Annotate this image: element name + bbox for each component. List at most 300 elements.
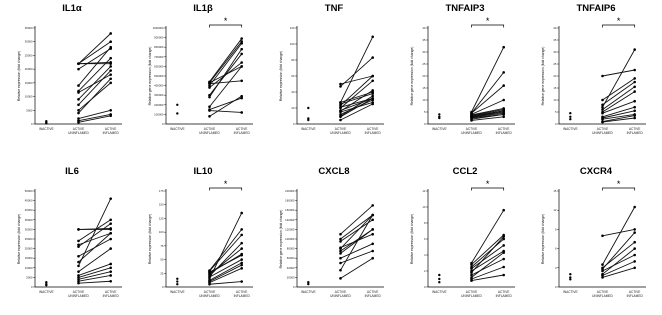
category-label: ACTIVE UNINFLAMED xyxy=(330,127,351,135)
y-tick-label: 20 xyxy=(553,74,557,78)
data-point xyxy=(601,104,604,107)
y-tick-label: 0 xyxy=(423,122,426,126)
category-label: ACTIVE INFLAMED xyxy=(626,127,643,135)
data-point xyxy=(109,65,112,68)
y-tick-label: 40000 xyxy=(286,265,295,270)
paired-line xyxy=(603,207,635,265)
y-tick-label: 50000 xyxy=(24,189,33,193)
y-tick-label: 15000 xyxy=(24,80,33,85)
y-axis-label: Relative expression (fold change) xyxy=(279,50,283,102)
y-tick-label: 120000 xyxy=(285,227,295,232)
significance-star: * xyxy=(616,179,621,190)
data-point xyxy=(371,92,374,95)
data-point xyxy=(77,121,80,124)
y-tick-label: 200000 xyxy=(285,189,295,193)
y-tick-label: 300000 xyxy=(154,93,164,98)
paired-line xyxy=(603,101,635,113)
y-tick-label: 100 xyxy=(158,230,164,235)
data-point xyxy=(109,270,112,273)
data-point xyxy=(438,113,440,115)
data-point xyxy=(339,233,342,236)
category-label: INACTIVE xyxy=(431,127,447,131)
data-point xyxy=(77,104,80,107)
data-point xyxy=(339,252,342,255)
data-point xyxy=(601,263,604,266)
chart-svg xyxy=(10,0,134,150)
data-point xyxy=(240,80,243,83)
data-point xyxy=(240,267,243,270)
data-point xyxy=(77,261,80,264)
y-tick-label: 2 xyxy=(423,269,426,273)
paired-line xyxy=(472,239,504,267)
y-tick-label: 175 xyxy=(158,189,164,193)
data-point xyxy=(339,107,342,110)
data-point xyxy=(109,109,112,112)
data-point xyxy=(502,99,505,102)
data-point xyxy=(45,284,47,286)
data-point xyxy=(307,119,309,121)
data-point xyxy=(176,104,178,106)
data-point xyxy=(633,100,636,103)
paired-line xyxy=(341,215,373,239)
category-label: ACTIVE INFLAMED xyxy=(233,127,250,135)
data-point xyxy=(371,214,374,217)
significance-star: * xyxy=(485,179,490,190)
data-point xyxy=(339,269,342,272)
data-point xyxy=(77,98,80,101)
data-point xyxy=(633,81,636,84)
data-point xyxy=(77,282,80,285)
data-point xyxy=(109,62,112,65)
category-label: ACTIVE INFLAMED xyxy=(364,127,381,135)
significance-star: * xyxy=(223,179,228,190)
paired-line xyxy=(603,249,635,275)
category-label: ACTIVE UNINFLAMED xyxy=(330,290,351,298)
data-point xyxy=(601,121,604,124)
chart-svg xyxy=(403,163,527,313)
data-point xyxy=(208,86,211,89)
data-point xyxy=(438,117,440,119)
data-point xyxy=(240,111,243,114)
data-point xyxy=(633,106,636,109)
data-point xyxy=(601,106,604,109)
y-tick-label: 30000 xyxy=(24,39,33,44)
data-point xyxy=(176,278,178,280)
chart-svg xyxy=(272,0,396,150)
paired-line xyxy=(79,83,111,110)
panel-title: IL10 xyxy=(193,166,213,177)
data-point xyxy=(633,267,636,270)
y-tick-label: 125 xyxy=(158,216,164,221)
data-point xyxy=(109,114,112,117)
data-point xyxy=(633,48,636,51)
category-label: ACTIVE UNINFLAMED xyxy=(461,127,482,135)
category-label: ACTIVE INFLAMED xyxy=(102,290,119,298)
category-label: INACTIVE xyxy=(562,127,578,131)
data-point xyxy=(109,228,112,231)
data-point xyxy=(569,112,571,114)
chart-panel xyxy=(534,163,658,313)
y-tick-label: 800000 xyxy=(154,45,164,50)
chart-panel xyxy=(141,0,265,150)
data-point xyxy=(77,68,80,71)
y-tick-label: 30 xyxy=(553,50,557,54)
data-point xyxy=(601,270,604,273)
paired-line xyxy=(603,70,635,76)
y-tick-label: 30000 xyxy=(24,227,33,232)
y-tick-label: 400000 xyxy=(154,83,164,88)
paired-line xyxy=(79,281,111,283)
y-axis-label: Relative gene expression (fold change) xyxy=(541,46,545,106)
data-point xyxy=(470,119,473,122)
data-point xyxy=(633,247,636,250)
y-tick-label: 100000 xyxy=(154,112,164,117)
data-point xyxy=(470,267,473,270)
paired-line xyxy=(79,249,111,272)
data-point xyxy=(240,242,243,245)
panel-title: IL1α xyxy=(62,3,82,14)
data-point xyxy=(371,103,374,106)
category-label: ACTIVE UNINFLAMED xyxy=(461,290,482,298)
y-tick-label: 60 xyxy=(291,74,295,78)
y-tick-label: 5000 xyxy=(26,108,33,113)
data-point xyxy=(371,250,374,253)
data-point xyxy=(240,42,243,45)
y-tick-label: 45000 xyxy=(24,198,33,203)
data-point xyxy=(502,84,505,87)
paired-line xyxy=(210,111,242,113)
category-label: INACTIVE xyxy=(38,127,54,131)
category-label: ACTIVE UNINFLAMED xyxy=(199,127,220,135)
data-point xyxy=(77,245,80,248)
chart-svg xyxy=(272,163,396,313)
category-label: ACTIVE INFLAMED xyxy=(102,127,119,135)
paired-line xyxy=(210,41,242,82)
chart-svg xyxy=(10,163,134,313)
y-tick-label: 35000 xyxy=(24,217,33,222)
y-tick-label: 40000 xyxy=(24,208,33,213)
data-point xyxy=(109,57,112,60)
y-tick-label: 5 xyxy=(554,110,557,114)
data-point xyxy=(339,119,342,122)
data-point xyxy=(77,109,80,112)
paired-line xyxy=(79,116,111,123)
paired-line xyxy=(79,71,111,105)
data-point xyxy=(307,283,309,285)
data-point xyxy=(601,75,604,78)
data-point xyxy=(371,95,374,98)
y-tick-label: 20 xyxy=(291,106,295,110)
panel-title: IL1β xyxy=(193,3,213,14)
paired-line xyxy=(341,229,373,253)
y-tick-label: 80 xyxy=(291,58,295,62)
data-point xyxy=(77,112,80,115)
data-point xyxy=(502,238,505,241)
y-tick-label: 1000000 xyxy=(152,26,164,30)
y-tick-label: 8 xyxy=(423,221,426,225)
data-point xyxy=(307,107,309,109)
chart-panel xyxy=(10,163,134,313)
data-point xyxy=(339,83,342,86)
data-point xyxy=(601,112,604,115)
data-point xyxy=(470,263,473,266)
data-point xyxy=(371,233,374,236)
y-axis-label: Relative gene expression (fold change) xyxy=(148,46,152,106)
data-point xyxy=(77,62,80,65)
paired-line xyxy=(210,282,242,285)
data-point xyxy=(109,46,112,49)
data-point xyxy=(240,95,243,98)
data-point xyxy=(438,281,440,283)
y-tick-label: 0 xyxy=(292,122,295,126)
y-tick-label: 10000 xyxy=(24,94,33,99)
data-point xyxy=(208,105,211,108)
data-point xyxy=(339,257,342,260)
data-point xyxy=(371,97,374,100)
data-point xyxy=(109,232,112,235)
data-point xyxy=(176,283,178,285)
y-tick-label: 5 xyxy=(423,110,426,114)
y-tick-label: 20000 xyxy=(24,67,33,72)
chart-panel xyxy=(534,0,658,150)
y-tick-label: 6 xyxy=(423,237,426,241)
y-tick-label: 0 xyxy=(554,122,557,126)
data-point xyxy=(601,99,604,102)
y-tick-label: 600000 xyxy=(154,64,164,69)
y-tick-label: 40 xyxy=(422,26,426,30)
y-axis-label: Relative expression (fold change) xyxy=(17,50,21,102)
paired-line xyxy=(210,265,242,281)
data-point xyxy=(601,108,604,111)
category-label: INACTIVE xyxy=(300,127,316,131)
data-point xyxy=(569,278,571,280)
category-label: ACTIVE UNINFLAMED xyxy=(592,127,613,135)
data-point xyxy=(470,279,473,282)
data-point xyxy=(339,250,342,253)
significance-star: * xyxy=(485,16,490,27)
chart-svg xyxy=(403,0,527,150)
data-point xyxy=(208,109,211,112)
y-tick-label: 120 xyxy=(289,26,295,30)
chart-svg xyxy=(534,0,658,150)
data-point xyxy=(77,255,80,258)
data-point xyxy=(633,110,636,113)
data-point xyxy=(633,260,636,263)
data-point xyxy=(633,117,636,120)
data-point xyxy=(502,116,505,119)
y-tick-label: 0 xyxy=(423,285,426,289)
data-point xyxy=(109,263,112,266)
y-tick-label: 40 xyxy=(553,26,557,30)
chart-panel xyxy=(403,0,527,150)
paired-line xyxy=(341,58,373,87)
y-tick-label: 0 xyxy=(554,285,557,289)
data-point xyxy=(240,280,243,283)
data-point xyxy=(633,90,636,93)
paired-line xyxy=(79,66,111,99)
data-point xyxy=(502,244,505,247)
data-point xyxy=(339,111,342,114)
y-tick-label: 25000 xyxy=(24,53,33,58)
data-point xyxy=(109,82,112,85)
data-point xyxy=(633,228,636,231)
data-point xyxy=(45,120,47,122)
data-point xyxy=(45,122,47,124)
paired-line xyxy=(79,264,111,276)
paired-line xyxy=(341,37,373,103)
data-point xyxy=(470,271,473,274)
data-point xyxy=(569,273,571,275)
significance-star: * xyxy=(223,16,228,27)
data-point xyxy=(339,262,342,265)
data-point xyxy=(240,61,243,64)
data-point xyxy=(633,241,636,244)
panel-title: CXCL8 xyxy=(318,166,350,177)
data-point xyxy=(109,69,112,72)
y-tick-label: 10 xyxy=(422,205,426,209)
y-axis-label: Relative expression (fold change) xyxy=(541,213,545,265)
data-point xyxy=(502,46,505,49)
data-point xyxy=(371,257,374,260)
chart-panel xyxy=(403,163,527,313)
paired-line xyxy=(341,215,373,270)
category-label: ACTIVE INFLAMED xyxy=(495,127,512,135)
y-tick-label: 10 xyxy=(422,98,426,102)
data-point xyxy=(240,247,243,250)
y-axis-label: Relative expression (fold change) xyxy=(17,213,21,265)
data-point xyxy=(633,86,636,89)
paired-line xyxy=(472,235,504,265)
y-tick-label: 60000 xyxy=(286,256,295,261)
data-point xyxy=(240,212,243,215)
y-axis-label: Relative expression (fold change) xyxy=(148,213,152,265)
y-tick-label: 3 xyxy=(554,265,557,270)
y-tick-label: 25 xyxy=(422,62,426,66)
y-tick-label: 25 xyxy=(160,271,164,276)
y-tick-label: 35 xyxy=(422,38,426,42)
paired-line xyxy=(603,78,635,100)
data-point xyxy=(633,206,636,209)
data-point xyxy=(502,71,505,74)
data-point xyxy=(240,253,243,256)
y-tick-label: 9 xyxy=(554,227,557,232)
significance-star: * xyxy=(616,16,621,27)
paired-line xyxy=(472,275,504,281)
data-point xyxy=(502,113,505,116)
y-tick-label: 25000 xyxy=(24,237,33,241)
y-tick-label: 80000 xyxy=(286,246,295,251)
y-tick-label: 4 xyxy=(423,253,426,257)
paired-line xyxy=(210,98,242,110)
category-label: INACTIVE xyxy=(562,290,578,294)
paired-line xyxy=(603,229,635,235)
paired-line xyxy=(210,213,242,279)
data-point xyxy=(109,222,112,225)
category-label: INACTIVE xyxy=(169,127,185,131)
data-point xyxy=(371,89,374,92)
data-point xyxy=(502,274,505,277)
y-axis-label: Relative gene expression (fold change) xyxy=(410,46,414,106)
y-tick-label: 35000 xyxy=(24,26,33,30)
data-point xyxy=(502,209,505,212)
y-tick-label: 150 xyxy=(158,202,164,207)
data-point xyxy=(438,274,440,276)
paired-line xyxy=(210,96,242,116)
data-point xyxy=(633,254,636,257)
y-tick-label: 20 xyxy=(422,74,426,78)
panel-title: TNFAIP3 xyxy=(445,3,485,14)
data-point xyxy=(569,116,571,118)
chart-svg xyxy=(141,163,265,313)
data-point xyxy=(371,228,374,231)
data-point xyxy=(470,274,473,277)
category-label: ACTIVE UNINFLAMED xyxy=(68,127,89,135)
data-point xyxy=(371,36,374,39)
data-point xyxy=(601,276,604,279)
y-tick-label: 100000 xyxy=(285,237,295,241)
y-tick-label: 12 xyxy=(422,189,426,193)
data-point xyxy=(109,267,112,270)
category-label: ACTIVE INFLAMED xyxy=(626,290,643,298)
data-point xyxy=(109,73,112,76)
y-tick-label: 15 xyxy=(553,86,557,90)
y-tick-label: 20000 xyxy=(24,246,33,251)
y-tick-label: 20000 xyxy=(286,275,295,280)
data-point xyxy=(77,270,80,273)
data-point xyxy=(176,280,178,282)
panel-title: IL6 xyxy=(65,166,79,177)
data-point xyxy=(240,65,243,68)
y-tick-label: 0 xyxy=(161,122,164,126)
y-tick-label: 500000 xyxy=(154,74,164,78)
data-point xyxy=(502,266,505,269)
data-point xyxy=(77,84,80,87)
data-point xyxy=(109,247,112,250)
paired-line xyxy=(603,268,635,278)
paired-line xyxy=(79,199,111,266)
data-point xyxy=(371,204,374,207)
y-tick-label: 15000 xyxy=(24,256,33,261)
y-tick-label: 700000 xyxy=(154,54,164,59)
y-tick-label: 25 xyxy=(553,62,557,66)
y-tick-label: 15 xyxy=(553,189,557,193)
data-point xyxy=(339,116,342,119)
data-point xyxy=(240,53,243,56)
data-point xyxy=(77,91,80,94)
y-tick-label: 180000 xyxy=(285,198,295,203)
paired-line xyxy=(210,43,242,85)
data-point xyxy=(502,251,505,254)
data-point xyxy=(502,258,505,261)
y-axis-label: Relative expression (fold change) xyxy=(410,213,414,265)
category-label: ACTIVE INFLAMED xyxy=(364,290,381,298)
data-point xyxy=(569,118,571,120)
data-point xyxy=(371,75,374,78)
data-point xyxy=(371,219,374,222)
data-point xyxy=(77,228,80,231)
category-label: ACTIVE INFLAMED xyxy=(495,290,512,298)
paired-line xyxy=(210,243,242,276)
data-point xyxy=(109,238,112,241)
data-point xyxy=(633,77,636,80)
panel-title: CXCR4 xyxy=(579,166,613,177)
category-label: ACTIVE UNINFLAMED xyxy=(592,290,613,298)
data-point xyxy=(601,235,604,238)
data-point xyxy=(109,219,112,222)
data-point xyxy=(109,197,112,200)
data-point xyxy=(371,56,374,59)
y-tick-label: 15 xyxy=(422,86,426,90)
